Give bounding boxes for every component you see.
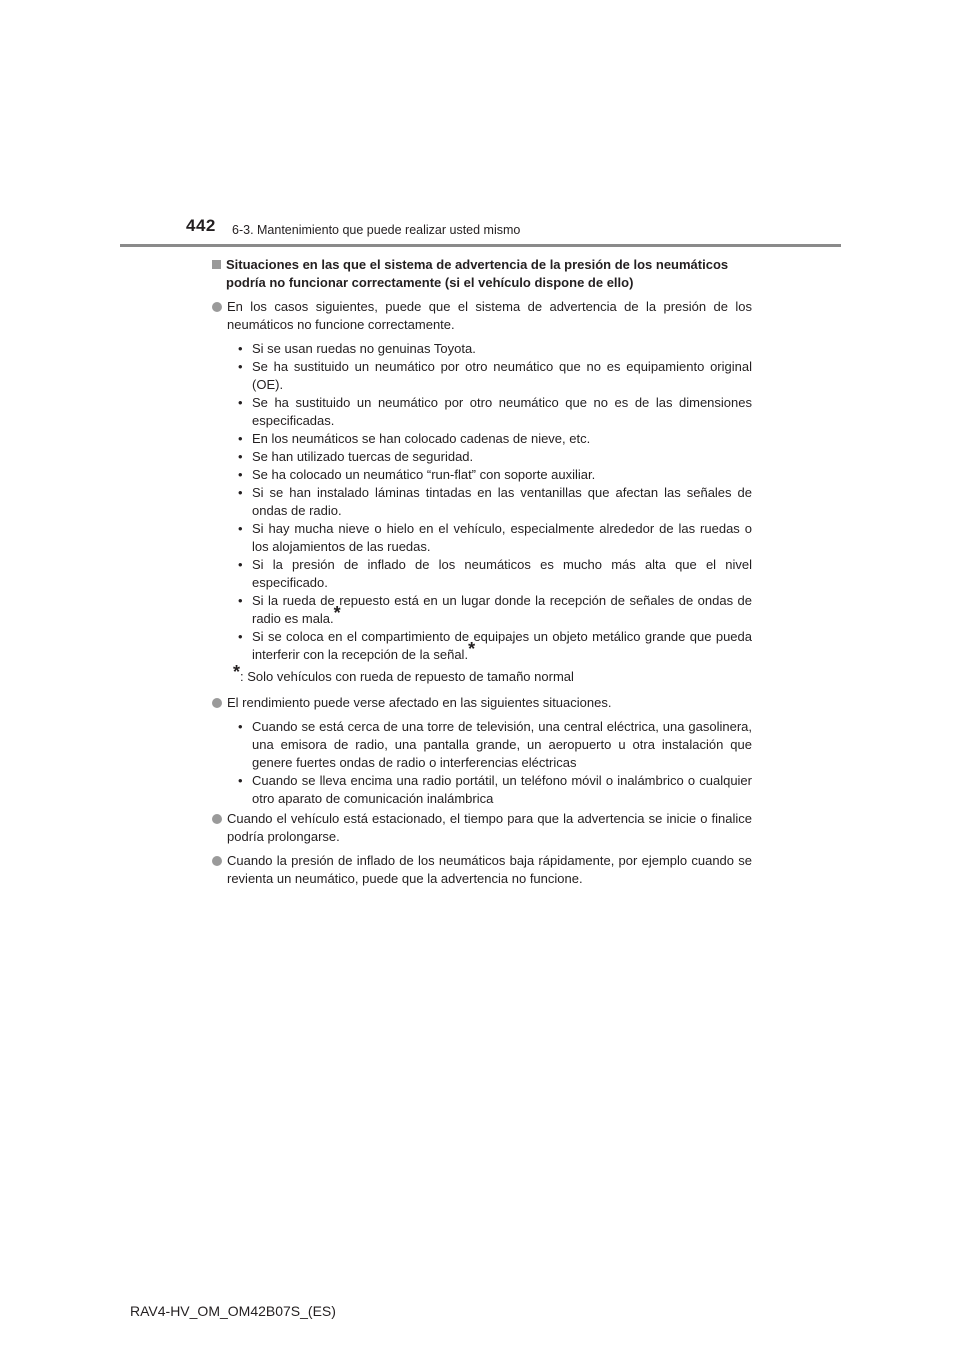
list-item: • Si se usan ruedas no genuinas Toyota. — [238, 341, 476, 356]
list-item: • En los neumáticos se han colocado cadenas de nieve, etc. — [238, 431, 591, 446]
situation-list — [238, 718, 752, 808]
bullet-text: En los casos siguientes, puede que el sistema de advertencia de la presión de los neumáticos no funcione correctamente. — [227, 299, 752, 332]
asterisk-mark: * — [468, 639, 476, 659]
list-item: • Se ha colocado un neumático “run-flat” con soporte auxiliar. — [238, 467, 596, 482]
list-item: • Se ha sustituido un neumático por otro neumático que no es equipamiento original (OE). — [238, 359, 752, 392]
list-item: • Si la presión de inflado de los neumáticos es mucho más alta que el nivel especificado. — [238, 557, 752, 590]
heading-text: Situaciones en las que el sistema de advertencia de la presión de los neumáticos podría no funcionar correctamente (si el vehículo dispone de ello) — [226, 257, 729, 290]
bullet-item — [212, 810, 752, 846]
round-bullet-icon — [212, 814, 222, 824]
asterisk-mark: * — [333, 603, 341, 623]
bullet-item — [212, 694, 752, 712]
bullet-text: Cuando el vehículo está estacionado, el tiempo para que la advertencia se inicie o finalice podría prolongarse. — [227, 811, 752, 844]
header-divider — [120, 244, 841, 247]
list-item: • Si se han instalado láminas tintadas en las ventanillas que afectan las señales de ondas de radio. — [238, 485, 752, 518]
round-bullet-icon — [212, 698, 222, 708]
list-item: • Si se coloca en el compartimiento de equipajes un objeto metálico grande que pueda interferir con la recepción de la señal.* — [238, 629, 752, 662]
list-item: • Si hay mucha nieve o hielo en el vehículo, especialmente alrededor de las ruedas o los alojamientos de las ruedas. — [238, 521, 752, 554]
bullet-item — [212, 852, 752, 888]
section-heading — [212, 256, 752, 292]
list-item: • Se ha sustituido un neumático por otro neumático que no es de las dimensiones especificadas. — [238, 395, 752, 428]
list-item: • Cuando se está cerca de una torre de televisión, una central eléctrica, una gasolinera, una emisora de radio, una pantalla grande, un aeropuerto u otra instalación que genere fuertes ondas de radio o interferencias eléctricas — [238, 719, 752, 770]
round-bullet-icon — [212, 856, 222, 866]
section-title: 6-3. Mantenimiento que puede realizar usted mismo — [232, 223, 521, 237]
document-code: RAV4-HV_OM_OM42B07S_(ES) — [130, 1303, 336, 1319]
list-item: • Se han utilizado tuercas de seguridad. — [238, 449, 474, 464]
list-item: • Si la rueda de repuesto está en un lugar donde la recepción de señales de ondas de radio es mala.* — [238, 593, 752, 626]
square-bullet-icon — [212, 260, 221, 269]
asterisk-mark: * — [233, 662, 241, 682]
round-bullet-icon — [212, 302, 222, 312]
list-item: • Cuando se lleva encima una radio portátil, un teléfono móvil o inalámbrico o cualquier otro aparato de comunicación inalámbrica — [238, 773, 752, 806]
footnote — [233, 662, 752, 686]
bullet-text: Cuando la presión de inflado de los neumáticos baja rápidamente, por ejemplo cuando se revienta un neumático, puede que la advertencia no funcione. — [227, 853, 752, 886]
page-number: 442 — [186, 216, 216, 235]
page-content — [212, 256, 752, 894]
bullet-text: El rendimiento puede verse afectado en las siguientes situaciones. — [227, 695, 612, 710]
case-list — [238, 340, 752, 664]
footnote-text: : Solo vehículos con rueda de repuesto de tamaño normal — [240, 669, 574, 684]
bullet-item — [212, 298, 752, 334]
